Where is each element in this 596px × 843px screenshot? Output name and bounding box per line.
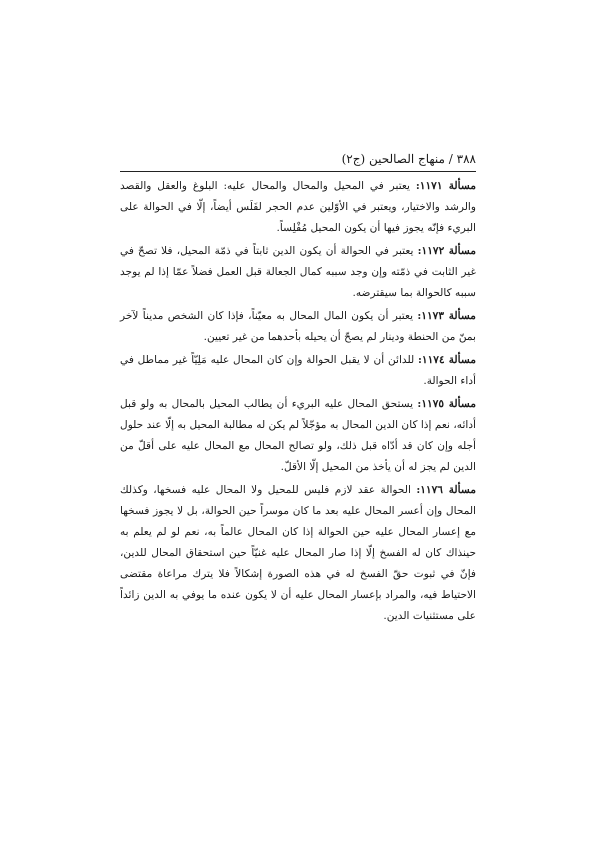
issue-1173 — [120, 306, 476, 348]
issue-label: مسألة ١١٧٣: — [417, 310, 476, 322]
issue-label: مسألة ١١٧٦: — [416, 484, 476, 496]
issue-label: مسألة ١١٧٤: — [417, 354, 476, 366]
issue-1174 — [120, 350, 476, 392]
issue-label: مسألة ١١٧٥: — [417, 398, 476, 410]
issue-1175 — [120, 394, 476, 478]
issue-text: يستحق المحال عليه البريء أن يطالب المحيل بالمحال به ولو قبل أدائه، نعم إذا كان الدين المحال به مؤجّلاً لم يكن له مطالبة المحيل به إلّا عند حلول أجله وإن كان قد أدّاه قبل ذلك، ولو تصالح المحال مع المحال عليه على أقلّ من الدين لم يجز له أن يأخذ من المحيل إلّا الأقلّ. — [120, 398, 476, 473]
issue-text: يعتبر في الحوالة أن يكون الدين ثابتاً في ذمّة المحيل، فلا تصحّ في غير الثابت في ذمّته وإن وجد سببه كمال الجعالة قبل العمل فضلاً عمّا إذا لم يوجد سببه كالحوالة بما سيقترضه. — [120, 245, 476, 299]
header-divider — [120, 171, 476, 172]
issue-label: مسألة ١١٧١: — [415, 180, 476, 192]
page-body — [120, 176, 476, 629]
issue-text: الحوالة عقد لازم فليس للمحيل ولا المحال عليه فسخها، وكذلك المحال وإن أعسر المحال عليه بعد ما كان موسراً حين الحوالة، بل لا يجوز فسخها مع إعسار المحال عليه حين الحوالة إذا كان المحال عالماً به، نعم لو لم يعلم به حينذاك كان له الفسخ إلّا إذا صار المحال عليه غنيّاً حين استحقاق المحال للدين، فإنّ في ثبوت حقّ الفسخ له في هذه الصورة إشكالاً فلا يترك مراعاة مقتضى الاحتياط فيه، والمراد بإعسار المحال عليه أن لا يكون عنده ما يوفي به الدين زائداً على مستثنيات الدين. — [120, 484, 476, 622]
issue-1176 — [120, 480, 476, 627]
issue-1172 — [120, 241, 476, 304]
running-header: ٣٨٨ / منهاج الصالحين (ج٢) — [341, 152, 476, 166]
issue-1171 — [120, 176, 476, 239]
issue-text: يعتبر في المحيل والمحال والمحال عليه: البلوغ والعقل والقصد والرشد والاختيار، ويعتبر في الأوّلين عدم الحجر لفَلَس أيضاً، إلّا في الحوالة على البريء فإنّه يجوز فيها أن يكون المحيل مُفْلِساً. — [120, 180, 476, 234]
issue-label: مسألة ١١٧٢: — [417, 245, 476, 257]
issue-text: يعتبر أن يكون المال المحال به معيّناً، فإذا كان الشخص مديناً لآخر بمنّ من الحنطة ودينار لم يصحّ أن يحيله بأحدهما من غير تعيين. — [120, 310, 476, 343]
issue-text: للدائن أن لا يقبل الحوالة وإن كان المحال عليه مَلِيّاً غير مماطل في أداء الحوالة. — [120, 354, 476, 387]
